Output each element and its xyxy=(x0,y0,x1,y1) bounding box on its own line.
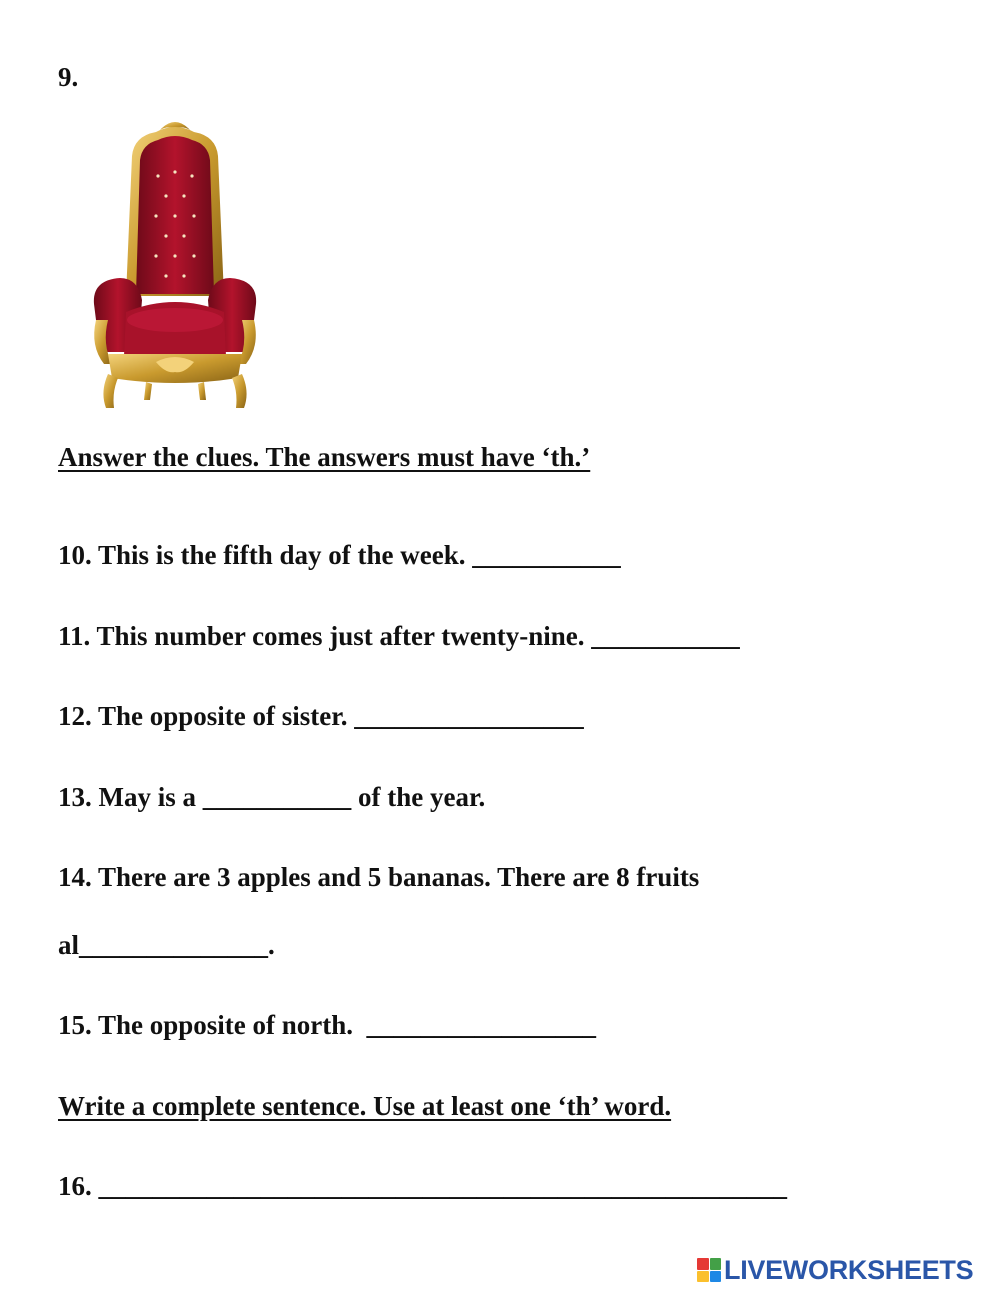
question-13: 13. May is a ___________ of the year. xyxy=(58,782,486,812)
question-14: 14. There are 3 apples and 5 bananas. There are 8 fruits xyxy=(58,862,700,892)
question-15: 15. The opposite of north. _________________ xyxy=(58,1010,597,1040)
logo-text: LIVEWORKSHEETS xyxy=(724,1254,974,1285)
question-10: 10. This is the fifth day of the week. ___________ xyxy=(58,540,621,570)
throne-chair-image xyxy=(86,116,264,412)
logo-block xyxy=(710,1258,722,1270)
section-instruction-sentence: Write a complete sentence. Use at least one ‘th’ word. xyxy=(58,1091,672,1121)
question-14-answer-line: al______________. xyxy=(58,930,275,960)
question-9-number: 9. xyxy=(58,62,79,92)
question-16: 16. ___________________________________________________ xyxy=(58,1171,787,1201)
question-12: 12. The opposite of sister. _________________ xyxy=(58,701,584,731)
section-instruction-th-clues: Answer the clues. The answers must have ‘th.’ xyxy=(58,442,591,472)
liveworksheets-logo xyxy=(697,1255,973,1285)
question-11: 11. This number comes just after twenty-nine. ___________ xyxy=(58,621,740,651)
logo-block xyxy=(710,1271,722,1283)
logo-block xyxy=(697,1258,709,1270)
logo-blocks-icon xyxy=(697,1258,721,1282)
logo-block xyxy=(697,1271,709,1283)
